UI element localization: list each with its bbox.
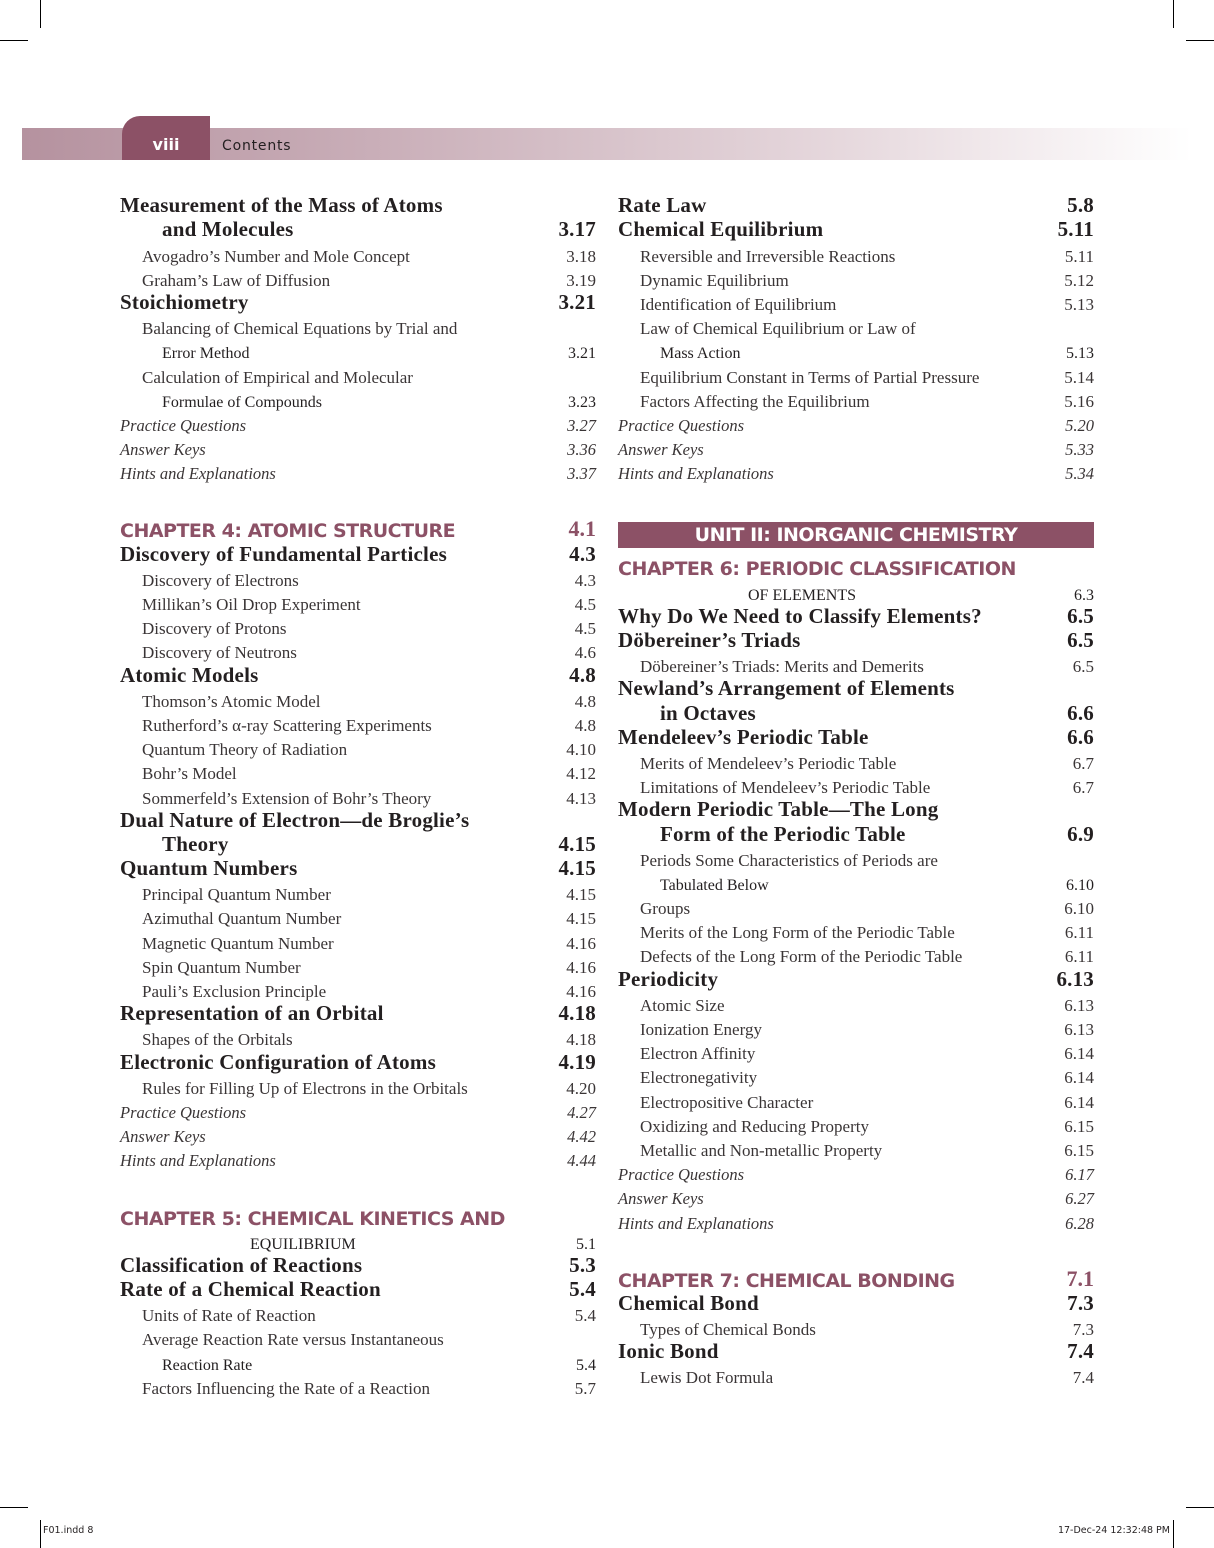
toc-subsection-entry[interactable] xyxy=(120,615,596,639)
toc-entry-title: Form of the Periodic Table xyxy=(660,821,906,846)
toc-entry-page: 6.13 xyxy=(1064,1020,1094,1039)
toc-entry-title: Groups xyxy=(640,899,691,919)
toc-entry-title: and Molecules xyxy=(162,217,294,242)
toc-entry-page: 4.8 xyxy=(574,715,596,735)
toc-entry-page: 4.44 xyxy=(567,1151,596,1171)
toc-chapter-heading[interactable] xyxy=(618,580,1094,604)
toc-subsection-entry[interactable] xyxy=(120,1075,596,1099)
toc-subsection-entry[interactable] xyxy=(618,653,1094,677)
toc-entry-title: Discovery of Neutrons xyxy=(142,643,297,663)
toc-entry-page: 6.13 xyxy=(1056,966,1094,991)
crop-mark xyxy=(1173,0,1174,28)
toc-entry-continuation[interactable] xyxy=(120,388,596,412)
toc-entry-page: 4.16 xyxy=(566,982,596,1001)
toc-entry-page: 5.11 xyxy=(1057,217,1094,242)
toc-entry-page: 4.20 xyxy=(566,1078,596,1098)
toc-entry-title: Electronic Configuration of Atoms xyxy=(120,1049,436,1074)
toc-section-entry[interactable] xyxy=(120,1278,596,1302)
toc-section-entry[interactable] xyxy=(120,291,596,315)
toc-entry-page: 6.7 xyxy=(1072,778,1094,798)
toc-section-entry[interactable] xyxy=(120,218,596,242)
crop-mark xyxy=(1173,1520,1174,1548)
toc-entry-title: Shapes of the Orbitals xyxy=(142,1030,293,1050)
toc-entry-title: Graham’s Law of Diffusion xyxy=(142,270,331,290)
toc-entry-page: 4.15 xyxy=(558,831,596,856)
toc-entry-page: 4.19 xyxy=(558,1049,596,1074)
toc-entry-page: 6.10 xyxy=(1066,876,1094,894)
toc-subsection-entry[interactable] xyxy=(120,1375,596,1399)
toc-entry-page: 3.27 xyxy=(567,415,596,435)
toc-entry-page: 4.3 xyxy=(569,541,596,566)
toc-entry-continuation[interactable] xyxy=(120,1350,596,1374)
toc-section-entry[interactable] xyxy=(120,663,596,687)
toc-subsection-entry[interactable] xyxy=(618,388,1094,412)
toc-chapter-heading[interactable] xyxy=(120,1230,596,1254)
toc-entry-page: 6.15 xyxy=(1064,1140,1094,1160)
toc-entry-title: Formulae of Compounds xyxy=(162,393,322,411)
toc-section-entry[interactable] xyxy=(618,701,1094,725)
toc-entry-title: Newland’s Arrangement of Elements xyxy=(618,676,955,701)
toc-entry-title: Discovery of Protons xyxy=(142,619,287,639)
toc-subsection-entry[interactable] xyxy=(120,267,596,291)
toc-entry-title: Balancing of Chemical Equations by Trial and xyxy=(142,319,458,339)
toc-subsection-entry[interactable] xyxy=(120,905,596,929)
toc-entry-title: EQUILIBRIUM xyxy=(250,1235,356,1253)
toc-subsection-entry[interactable] xyxy=(618,895,1094,919)
toc-left-column xyxy=(120,194,596,1399)
section-gap xyxy=(120,1171,596,1205)
toc-entry-title: Chemical Bond xyxy=(618,1290,759,1315)
toc-section-entry[interactable] xyxy=(618,677,1094,701)
toc-entry-page: 6.28 xyxy=(1065,1213,1094,1233)
toc-entry-title: Merits of Mendeleev’s Periodic Table xyxy=(640,753,897,773)
toc-entry-title: Dynamic Equilibrium xyxy=(640,270,789,290)
toc-entry-page: 6.5 xyxy=(1067,628,1094,652)
toc-entry-title: Answer Keys xyxy=(120,1127,206,1147)
toc-entry-title: Avogadro’s Number and Mole Concept xyxy=(142,246,410,266)
toc-entry-title: Rate of a Chemical Reaction xyxy=(120,1277,381,1302)
toc-entry-page: 4.5 xyxy=(574,595,596,614)
toc-entry-page: 5.16 xyxy=(1064,391,1094,411)
toc-section-entry[interactable] xyxy=(618,218,1094,242)
toc-entry-title: Mass Action xyxy=(660,345,741,363)
toc-subsection-entry[interactable] xyxy=(618,315,1094,339)
toc-subsection-entry[interactable] xyxy=(618,919,1094,943)
toc-entry-title: Periods Some Characteristics of Periods are xyxy=(640,850,938,870)
toc-subsection-entry[interactable] xyxy=(120,567,596,591)
toc-matter-entry[interactable] xyxy=(618,460,1094,484)
toc-entry-title: Pauli’s Exclusion Principle xyxy=(142,982,327,1001)
toc-section-entry[interactable] xyxy=(618,1292,1094,1316)
toc-section-entry[interactable] xyxy=(120,1050,596,1074)
crop-mark xyxy=(0,40,28,41)
toc-subsection-entry[interactable] xyxy=(618,363,1094,387)
toc-entry-page: 5.7 xyxy=(574,1378,596,1398)
toc-entry-page: 4.10 xyxy=(566,740,596,760)
toc-entry-page: 4.15 xyxy=(558,856,596,881)
toc-entry-title: Answer Keys xyxy=(618,1189,704,1209)
toc-entry-title: Thomson’s Atomic Model xyxy=(142,691,321,711)
running-head: Contents xyxy=(222,138,292,154)
toc-entry-page: 4.3 xyxy=(574,570,596,590)
toc-entry-title: Calculation of Empirical and Molecular xyxy=(142,367,413,387)
toc-entry-page: 7.4 xyxy=(1067,1339,1094,1364)
toc-entry-title: Ionic Bond xyxy=(618,1339,719,1364)
toc-entry-page: 6.5 xyxy=(1072,657,1094,677)
toc-entry-title: Hints and Explanations xyxy=(618,464,774,484)
toc-entry-title: Sommerfeld’s Extension of Bohr’s Theory xyxy=(142,788,432,808)
toc-entry-title: Ionization Energy xyxy=(640,1020,762,1039)
toc-entry-title: Units of Rate of Reaction xyxy=(142,1306,316,1326)
toc-subsection-entry[interactable] xyxy=(120,712,596,736)
toc-entry-title: Metallic and Non-metallic Property xyxy=(640,1140,883,1160)
toc-entry-page: 5.3 xyxy=(569,1252,596,1277)
toc-entry-continuation[interactable] xyxy=(618,871,1094,895)
toc-subsection-entry[interactable] xyxy=(618,1113,1094,1137)
toc-entry-title: Limitations of Mendeleev’s Periodic Table xyxy=(640,778,931,798)
toc-section-entry[interactable] xyxy=(618,798,1094,822)
toc-entry-title: Electropositive Character xyxy=(640,1092,814,1112)
toc-subsection-entry[interactable] xyxy=(618,291,1094,315)
toc-entry-page: 6.14 xyxy=(1064,1068,1094,1088)
toc-entry-page: 4.6 xyxy=(574,643,596,663)
slug-timestamp: 17-Dec-24 12:32:48 PM xyxy=(1057,1525,1170,1536)
toc-entry-title: Measurement of the Mass of Atoms xyxy=(120,193,443,218)
toc-subsection-entry[interactable] xyxy=(120,315,596,339)
toc-entry-title: Why Do We Need to Classify Elements? xyxy=(618,603,982,628)
toc-entry-page: 5.4 xyxy=(574,1306,596,1326)
toc-entry-title: in Octaves xyxy=(660,700,756,725)
toc-section-entry[interactable] xyxy=(618,1340,1094,1364)
toc-matter-entry[interactable] xyxy=(120,436,596,460)
toc-entry-page: 4.15 xyxy=(566,909,596,929)
toc-entry-page: 4.5 xyxy=(574,619,596,639)
toc-matter-entry[interactable] xyxy=(120,1123,596,1147)
toc-entry-page: 5.33 xyxy=(1065,440,1094,460)
toc-section-entry[interactable] xyxy=(120,833,596,857)
crop-mark xyxy=(40,0,41,28)
toc-entry-title: Magnetic Quantum Number xyxy=(142,933,334,953)
toc-matter-entry[interactable] xyxy=(618,1209,1094,1233)
toc-section-entry[interactable] xyxy=(618,967,1094,991)
toc-entry-title: Hints and Explanations xyxy=(120,1151,276,1171)
toc-entry-title: Practice Questions xyxy=(120,1102,247,1122)
toc-entry-page: 4.18 xyxy=(566,1030,596,1050)
toc-subsection-entry[interactable] xyxy=(618,1016,1094,1040)
toc-entry-title: Periodicity xyxy=(618,966,719,991)
toc-subsection-entry[interactable] xyxy=(120,363,596,387)
toc-entry-page: 5.1 xyxy=(576,1235,596,1253)
toc-right-column xyxy=(618,194,1094,1388)
toc-matter-entry[interactable] xyxy=(618,1185,1094,1209)
toc-subsection-entry[interactable] xyxy=(618,267,1094,291)
toc-entry-page: 3.17 xyxy=(558,217,596,242)
toc-entry-page: 5.4 xyxy=(569,1277,596,1302)
toc-entry-title: Tabulated Below xyxy=(660,876,769,894)
toc-entry-title: Practice Questions xyxy=(618,1165,745,1185)
toc-subsection-entry[interactable] xyxy=(618,774,1094,798)
toc-subsection-entry[interactable] xyxy=(618,1316,1094,1340)
toc-section-entry[interactable] xyxy=(120,542,596,566)
toc-matter-entry[interactable] xyxy=(618,436,1094,460)
toc-entry-title: Error Method xyxy=(162,345,250,363)
toc-entry-page: 7.1 xyxy=(1066,1265,1094,1291)
crop-mark xyxy=(1186,40,1214,41)
crop-mark xyxy=(1186,1507,1214,1508)
toc-entry-title: Mendeleev’s Periodic Table xyxy=(618,724,869,749)
toc-entry-title: Atomic Size xyxy=(640,995,725,1015)
section-gap xyxy=(618,484,1094,518)
toc-entry-title: Rate Law xyxy=(618,193,707,218)
toc-subsection-entry[interactable] xyxy=(120,784,596,808)
toc-entry-title: Rules for Filling Up of Electrons in the Orbitals xyxy=(142,1078,468,1098)
toc-entry-page: 6.27 xyxy=(1065,1189,1094,1209)
toc-entry-title: Merits of the Long Form of the Periodic Table xyxy=(640,923,955,943)
toc-subsection-entry[interactable] xyxy=(618,943,1094,967)
unit-banner: UNIT II: INORGANIC CHEMISTRY xyxy=(618,522,1094,548)
toc-entry-title: Quantum Theory of Radiation xyxy=(142,740,348,760)
toc-entry-title: Factors Affecting the Equilibrium xyxy=(640,391,870,411)
toc-section-entry[interactable] xyxy=(618,194,1094,218)
toc-entry-title: Answer Keys xyxy=(618,440,704,460)
toc-subsection-entry[interactable] xyxy=(120,929,596,953)
toc-subsection-entry[interactable] xyxy=(618,750,1094,774)
toc-entry-title: Reaction Rate xyxy=(162,1356,253,1374)
toc-chapter-heading[interactable] xyxy=(618,556,1094,580)
toc-entry-page: 3.23 xyxy=(568,393,596,411)
section-gap xyxy=(120,484,596,518)
toc-entry-title: Average Reaction Rate versus Instantaneous xyxy=(142,1330,444,1350)
toc-entry-title: Electronegativity xyxy=(640,1068,758,1088)
toc-entry-page: 6.7 xyxy=(1072,753,1094,773)
toc-subsection-entry[interactable] xyxy=(120,639,596,663)
toc-subsection-entry[interactable] xyxy=(120,736,596,760)
toc-entry-page: 6.10 xyxy=(1064,899,1094,919)
toc-entry-page: 4.16 xyxy=(566,957,596,977)
toc-entry-page: 6.17 xyxy=(1065,1165,1094,1185)
toc-entry-title: Discovery of Fundamental Particles xyxy=(120,541,447,566)
toc-entry-page: 5.13 xyxy=(1064,294,1094,314)
toc-entry-title: Döbereiner’s Triads xyxy=(618,628,801,652)
toc-entry-title: Reversible and Irreversible Reactions xyxy=(640,246,896,266)
toc-section-entry[interactable] xyxy=(120,857,596,881)
toc-subsection-entry[interactable] xyxy=(120,591,596,615)
toc-subsection-entry[interactable] xyxy=(618,242,1094,266)
toc-entry-title: Dual Nature of Electron—de Broglie’s xyxy=(120,807,470,832)
toc-entry-page: 6.3 xyxy=(1074,586,1094,604)
toc-entry-page: 5.13 xyxy=(1066,345,1094,363)
toc-entry-title: Atomic Models xyxy=(120,662,259,687)
toc-entry-title: Defects of the Long Form of the Periodic Table xyxy=(640,947,963,967)
toc-entry-page: 4.1 xyxy=(568,516,596,542)
toc-entry-page: 4.12 xyxy=(566,764,596,784)
toc-chapter-heading[interactable] xyxy=(120,1205,596,1229)
toc-entry-page: 6.5 xyxy=(1067,603,1094,628)
toc-entry-page: 3.21 xyxy=(558,289,596,314)
slug-file: F01.indd 8 xyxy=(43,1525,94,1536)
toc-entry-title: Representation of an Orbital xyxy=(120,1001,384,1026)
toc-entry-page: 3.19 xyxy=(566,270,596,290)
toc-subsection-entry[interactable] xyxy=(120,760,596,784)
toc-section-entry[interactable] xyxy=(120,809,596,833)
toc-entry-continuation[interactable] xyxy=(120,339,596,363)
toc-entry-page: 4.42 xyxy=(567,1127,596,1147)
toc-entry-page: 7.3 xyxy=(1072,1320,1094,1340)
toc-entry-page: 7.4 xyxy=(1072,1368,1094,1388)
toc-entry-page: 6.11 xyxy=(1064,923,1094,943)
toc-entry-title: Principal Quantum Number xyxy=(142,885,331,905)
toc-entry-page: 4.16 xyxy=(566,933,596,953)
toc-entry-title: CHAPTER 7: CHEMICAL BONDING xyxy=(618,1269,955,1292)
toc-matter-entry[interactable] xyxy=(120,460,596,484)
crop-mark xyxy=(40,1520,41,1548)
toc-entry-page: 6.11 xyxy=(1064,947,1094,967)
toc-entry-title: Hints and Explanations xyxy=(618,1213,774,1233)
toc-entry-page: 5.12 xyxy=(1064,270,1094,290)
toc-entry-title: Modern Periodic Table—The Long xyxy=(618,797,939,822)
toc-matter-entry[interactable] xyxy=(120,412,596,436)
toc-entry-page: 7.3 xyxy=(1067,1290,1094,1315)
toc-subsection-entry[interactable] xyxy=(618,992,1094,1016)
toc-section-entry[interactable] xyxy=(618,629,1094,653)
toc-entry-page: 6.14 xyxy=(1064,1044,1094,1064)
toc-entry-title: Döbereiner’s Triads: Merits and Demerits xyxy=(640,657,924,677)
toc-entry-page: 4.27 xyxy=(567,1102,596,1122)
toc-entry-title: Types of Chemical Bonds xyxy=(640,1320,816,1340)
toc-entry-title: Practice Questions xyxy=(120,415,247,435)
toc-section-entry[interactable] xyxy=(120,194,596,218)
toc-subsection-entry[interactable] xyxy=(120,978,596,1002)
toc-entry-title: Identification of Equilibrium xyxy=(640,294,837,314)
toc-entry-title: Rutherford’s α-ray Scattering Experiments xyxy=(142,715,432,735)
toc-entry-title: CHAPTER 6: PERIODIC CLASSIFICATION xyxy=(618,558,1016,581)
toc-entry-page: 3.37 xyxy=(567,464,596,484)
toc-entry-title: Practice Questions xyxy=(618,415,745,435)
toc-section-entry[interactable] xyxy=(120,1002,596,1026)
toc-section-entry[interactable] xyxy=(618,726,1094,750)
toc-entry-title: Hints and Explanations xyxy=(120,464,276,484)
toc-matter-entry[interactable] xyxy=(120,1147,596,1171)
toc-entry-title: CHAPTER 4: ATOMIC STRUCTURE xyxy=(120,520,456,543)
toc-entry-title: Stoichiometry xyxy=(120,289,249,314)
toc-entry-page: 4.18 xyxy=(558,1001,596,1026)
toc-subsection-entry[interactable] xyxy=(120,1302,596,1326)
toc-subsection-entry[interactable] xyxy=(120,1326,596,1350)
toc-entry-title: Classification of Reactions xyxy=(120,1252,363,1277)
toc-chapter-heading[interactable] xyxy=(618,1265,1094,1292)
toc-subsection-entry[interactable] xyxy=(618,847,1094,871)
toc-entry-title: Quantum Numbers xyxy=(120,856,298,881)
toc-entry-page: 4.8 xyxy=(574,691,596,711)
toc-entry-title: Factors Influencing the Rate of a Reaction xyxy=(142,1378,430,1398)
toc-entry-page: 6.13 xyxy=(1064,995,1094,1015)
toc-subsection-entry[interactable] xyxy=(618,1040,1094,1064)
toc-entry-title: Spin Quantum Number xyxy=(142,957,301,977)
toc-entry-title: Answer Keys xyxy=(120,440,206,460)
toc-entry-title: Chemical Equilibrium xyxy=(618,217,824,242)
toc-entry-page: 6.6 xyxy=(1067,724,1094,749)
toc-section-entry[interactable] xyxy=(120,1254,596,1278)
toc-entry-title: Theory xyxy=(162,831,229,856)
toc-entry-page: 3.36 xyxy=(567,440,596,460)
toc-subsection-entry[interactable] xyxy=(618,1364,1094,1388)
toc-entry-page: 3.18 xyxy=(566,246,596,266)
toc-entry-page: 5.34 xyxy=(1065,464,1094,484)
toc-entry-page: 4.13 xyxy=(566,788,596,808)
toc-entry-title: Bohr’s Model xyxy=(142,764,237,784)
toc-section-entry[interactable] xyxy=(618,605,1094,629)
toc-entry-page: 5.8 xyxy=(1067,193,1094,218)
toc-entry-title: Oxidizing and Reducing Property xyxy=(640,1116,869,1136)
page-folio: viii xyxy=(152,135,180,154)
toc-subsection-entry[interactable] xyxy=(120,242,596,266)
toc-entry-page: 5.11 xyxy=(1064,246,1094,266)
toc-entry-page: 6.14 xyxy=(1064,1092,1094,1112)
toc-entry-title: Discovery of Electrons xyxy=(142,570,299,590)
toc-entry-title: Equilibrium Constant in Terms of Partial Pressure xyxy=(640,367,980,387)
toc-entry-title: Millikan’s Oil Drop Experiment xyxy=(142,595,361,614)
toc-entry-page: 5.14 xyxy=(1064,367,1094,387)
toc-entry-page: 4.15 xyxy=(566,885,596,905)
toc-subsection-entry[interactable] xyxy=(120,881,596,905)
toc-chapter-heading[interactable] xyxy=(120,518,596,542)
toc-entry-continuation[interactable] xyxy=(618,339,1094,363)
toc-subsection-entry[interactable] xyxy=(120,688,596,712)
toc-matter-entry[interactable] xyxy=(618,1161,1094,1185)
toc-entry-title: Law of Chemical Equilibrium or Law of xyxy=(640,319,916,339)
toc-subsection-entry[interactable] xyxy=(120,1026,596,1050)
toc-entry-page: 6.6 xyxy=(1067,700,1094,725)
toc-subsection-entry[interactable] xyxy=(618,1088,1094,1112)
toc-subsection-entry[interactable] xyxy=(120,954,596,978)
toc-entry-page: 6.9 xyxy=(1067,821,1094,846)
toc-subsection-entry[interactable] xyxy=(618,1137,1094,1161)
toc-entry-page: 6.15 xyxy=(1064,1116,1094,1136)
section-gap xyxy=(618,1234,1094,1268)
toc-entry-title: CHAPTER 5: CHEMICAL KINETICS AND xyxy=(120,1207,505,1230)
toc-entry-page: 5.4 xyxy=(576,1356,596,1374)
toc-entry-title: Electron Affinity xyxy=(640,1044,756,1064)
toc-entry-page: 3.21 xyxy=(568,345,596,363)
toc-matter-entry[interactable] xyxy=(618,412,1094,436)
crop-mark xyxy=(0,1507,28,1508)
toc-entry-page: 4.8 xyxy=(569,662,596,687)
toc-entry-title: Lewis Dot Formula xyxy=(640,1368,774,1388)
toc-entry-page: 5.20 xyxy=(1065,415,1094,435)
toc-matter-entry[interactable] xyxy=(120,1099,596,1123)
toc-section-entry[interactable] xyxy=(618,822,1094,846)
toc-subsection-entry[interactable] xyxy=(618,1064,1094,1088)
toc-entry-title: Azimuthal Quantum Number xyxy=(142,909,342,929)
toc-entry-title: OF ELEMENTS xyxy=(748,586,856,604)
